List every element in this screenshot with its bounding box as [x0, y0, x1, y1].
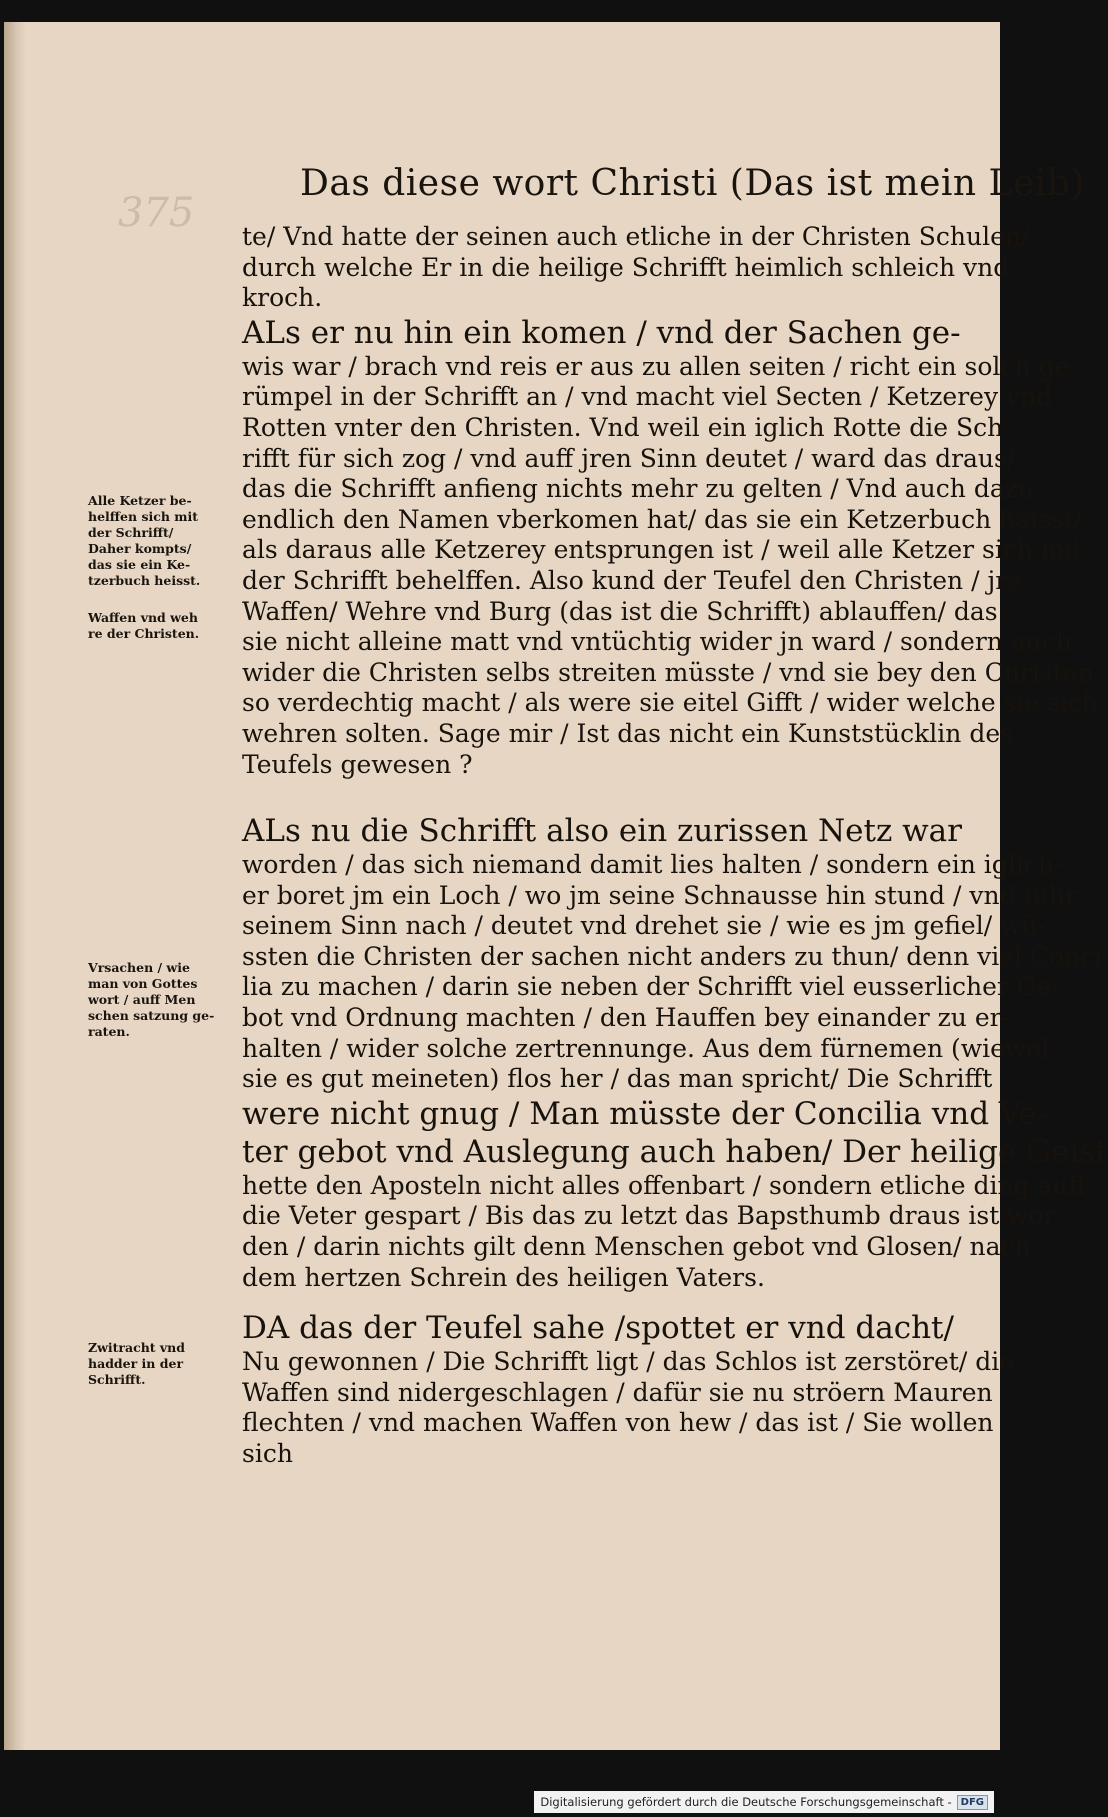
page-gutter: [4, 22, 26, 1750]
text-line: Teufels gewesen ?: [242, 749, 473, 779]
text-line: Rotten vnter den Christen. Vnd weil ein iglich Rotte die Sch-: [242, 412, 1012, 442]
paragraph-block-2: [242, 812, 1108, 1293]
margin-note-line: man von Gottes: [88, 976, 198, 991]
paragraph-block-1: [242, 222, 1099, 780]
text-line: rifft für sich zog / vnd auff jren Sinn deutet / ward das draus/: [242, 443, 1016, 473]
paragraph-block-3: [242, 1309, 1015, 1469]
text-line: hette den Aposteln nicht alles offenbart / sondern etliche ding auff: [242, 1170, 1087, 1200]
margin-note-line: hadder in der: [88, 1356, 184, 1371]
text-line: worden / das sich niemand damit lies halten / sondern ein iglich-: [242, 850, 1063, 880]
text-line: dem hertzen Schrein des heiligen Vaters.: [242, 1262, 765, 1292]
footer-text: Digitalisierung gefördert durch die Deutsche Forschungsgemeinschaft -: [540, 1795, 952, 1809]
text-line: wehren solten. Sage mir / Ist das nicht ein Kunststücklin des: [242, 718, 1013, 748]
margin-note-line: das sie ein Ke-: [88, 557, 191, 572]
margin-note-line: Vrsachen / wie: [88, 960, 190, 975]
margin-note-line: schen satzung ge-: [88, 1008, 215, 1023]
margin-note-line: Waffen vnd weh: [88, 610, 198, 625]
section-gap: [242, 1293, 954, 1309]
main-text: [242, 222, 1108, 1470]
text-line: wider die Christen selbs streiten müsste / vnd sie bey den Christen: [242, 657, 1094, 687]
section-gap: [242, 780, 954, 812]
text-line: das die Schrifft anfieng nichts mehr zu gelten / Vnd auch dazu: [242, 474, 1035, 504]
text-line: DA das der Teufel sahe /spottet er vnd dacht/: [242, 1310, 954, 1347]
text-line: so verdechtig macht / als were sie eitel Gifft / wider welche sie sich: [242, 688, 1099, 718]
margin-note-line: Zwitracht vnd: [88, 1340, 186, 1355]
text-line: sie es gut meineten) flos her / das man spricht/ Die Schrifft: [242, 1064, 993, 1094]
text-line: halten / wider solche zertrennunge. Aus dem fürnemen (wiewol: [242, 1033, 1050, 1063]
margin-note-line: helffen sich mit: [88, 509, 199, 524]
margin-note-line: wort / auff Men: [88, 992, 196, 1007]
text-line: kroch.: [242, 283, 323, 313]
text-line: endlich den Namen vberkomen hat/ das sie ein Ketzerbuch heisst/: [242, 504, 1083, 534]
text-line: ter gebot vnd Auslegung auch haben/ Der heilige Geist: [242, 1133, 1108, 1170]
text-line: rümpel in der Schrifft an / vnd macht viel Secten / Ketzerey vnd: [242, 382, 1053, 412]
text-line: seinem Sinn nach / deutet vnd drehet sie / wie es jm gefiel/ wü-: [242, 911, 1047, 941]
text-line: der Schrifft behelffen. Also kund der Teufel den Christen / jre: [242, 565, 1022, 595]
text-line: er boret jm ein Loch / wo jm seine Schnausse hin stund / vnd fuhr: [242, 880, 1077, 910]
text-line: Waffen sind nidergeschlagen / dafür sie nu ströern Mauren: [242, 1377, 993, 1407]
text-line: den / darin nichts gilt denn Menschen gebot vnd Glosen/ nach: [242, 1232, 1031, 1262]
text-line: sie nicht alleine matt vnd vntüchtig wider jn ward / sondern auch: [242, 627, 1072, 657]
text-line: wis war / brach vnd reis er aus zu allen seiten / richt ein solch ge-: [242, 351, 1078, 381]
margin-note-line: Daher kompts/: [88, 541, 192, 556]
text-line: sich: [242, 1439, 293, 1468]
digitization-footer: [534, 1791, 994, 1813]
text-line: Nu gewonnen / Die Schrifft ligt / das Schlos ist zerstöret/ die: [242, 1347, 1015, 1377]
margin-note-line: der Schrifft/: [88, 525, 174, 540]
text-line: ssten die Christen der sachen nicht anders zu thun/ denn viel Conci: [242, 941, 1103, 971]
margin-note-line: Schrifft.: [88, 1372, 146, 1387]
dfg-logo: DFG: [957, 1795, 988, 1810]
text-line: die Veter gespart / Bis das zu letzt das Bapsthumb draus ist wor: [242, 1201, 1056, 1231]
text-line: Waffen/ Wehre vnd Burg (das ist die Schrifft) ablauffen/ das: [242, 596, 998, 626]
page-number-bleed: 375: [118, 190, 195, 236]
text-line: durch welche Er in die heilige Schrifft heimlich schleich vnd: [242, 252, 1010, 282]
margin-note-ketzer: [88, 493, 238, 589]
text-line: lia zu machen / darin sie neben der Schrifft viel eusserlicher Ge-: [242, 972, 1060, 1002]
page-header: Das diese wort Christi (Das ist mein Leib): [300, 163, 1085, 204]
margin-note-line: re der Christen.: [88, 626, 200, 641]
margin-note-line: raten.: [88, 1024, 130, 1039]
text-line: ALs nu die Schrifft also ein zurissen Netz war: [242, 813, 962, 850]
text-line: bot vnd Ordnung machten / den Hauffen bey einander zu er-: [242, 1003, 1011, 1033]
text-line: were nicht gnug / Man müsste der Concilia vnd Ve-: [242, 1095, 1048, 1132]
margin-note-line: Alle Ketzer be-: [88, 493, 192, 508]
text-line: ALs er nu hin ein komen / vnd der Sachen ge-: [242, 314, 961, 351]
text-line: als daraus alle Ketzerey entsprungen ist / weil alle Ketzer sich mit: [242, 535, 1083, 565]
margin-note-waffen: [88, 610, 238, 642]
margin-note-line: tzerbuch heisst.: [88, 573, 201, 588]
margin-note-zwitracht: [88, 1340, 238, 1388]
margin-note-vrsachen: [88, 960, 238, 1040]
text-line: te/ Vnd hatte der seinen auch etliche in der Christen Schulen/: [242, 222, 1030, 251]
text-line: flechten / vnd machen Waffen von hew / das ist / Sie wollen: [242, 1408, 994, 1438]
